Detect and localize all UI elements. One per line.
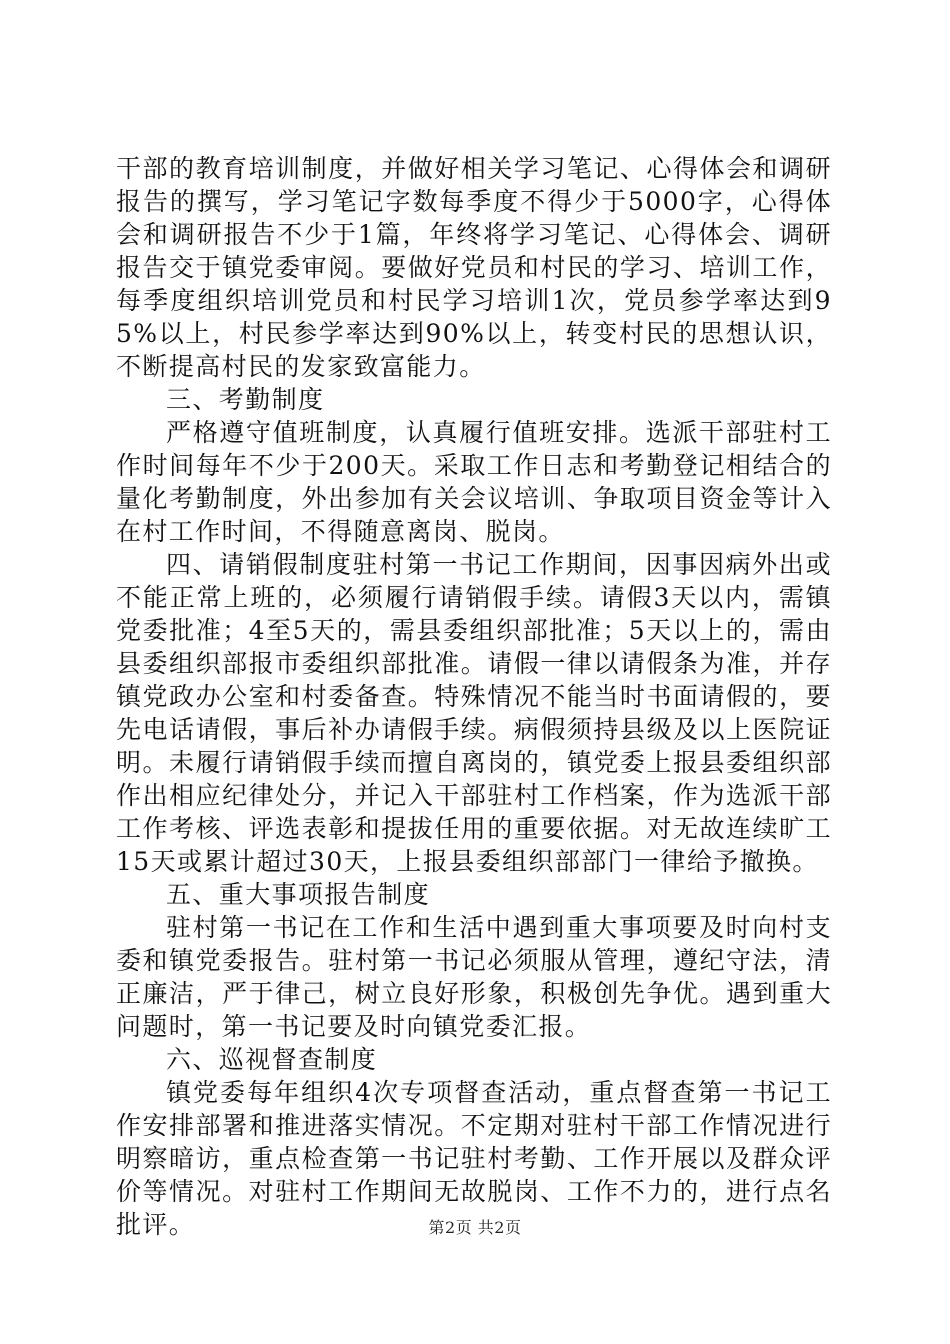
paragraph-inspection: 镇党委每年组织4次专项督查活动，重点督查第一书记工作安排部署和推进落实情况。不定期对驻村干部工作情况进行明察暗访，重点检查第一书记驻村考勤、工作开展以及群众评价等情况。对驻村工作期间无故脱岗、工作不力的，进行点名批评。 [116,1078,832,1239]
paragraph-training: 干部的教育培训制度，并做好相关学习笔记、心得体会和调研报告的撰写，学习笔记字数每季度不得少于5000字，心得体会和调研报告不少于1篇，年终将学习笔记、心得体会、调研报告交于镇党委审阅。要做好党员和村民的学习、培训工作，每季度组织培训党员和村民学习培训1次，党员参学率达到95%以上，村民参学率达到90%以上，转变村民的思想认识，不断提高村民的发家致富能力。 [116,154,832,381]
section-heading-major-matters: 五、重大事项报告制度 [166,880,431,909]
paragraph-major-matters: 驻村第一书记在工作和生活中遇到重大事项要及时向村支委和镇党委报告。驻村第一书记必须服从管理，遵纪守法，清正廉洁，严于律己，树立良好形象，积极创先争优。遇到重大问题时，第一书记要及时向镇党委汇报。 [116,913,832,1041]
section-heading-inspection: 六、巡视督查制度 [166,1045,378,1074]
page-footer: 第2页 共2页 [428,1218,522,1237]
document-body [116,152,832,1241]
section-heading-attendance: 三、考勤制度 [166,385,325,414]
paragraph-leave: 四、请销假制度驻村第一书记工作期间，因事因病外出或不能正常上班的，必须履行请销假手续。请假3天以内，需镇党委批准；4至5天的，需县委组织部批准；5天以上的，需由县委组织部报市委组织部批准。请假一律以请假条为准，并存镇党政办公室和村委备查。特殊情况不能当时书面请假的，要先电话请假，事后补办请假手续。病假须持县级及以上医院证明。未履行请销假手续而擅自离岗的，镇党委上报县委组织部作出相应纪律处分，并记入干部驻村工作档案，作为选派干部工作考核、评选表彰和提拔任用的重要依据。对无故连续旷工15天或累计超过30天，上报县委组织部部门一律给予撤换。 [116,550,832,876]
paragraph-attendance: 严格遵守值班制度，认真履行值班安排。选派干部驻村工作时间每年不少于200天。采取工作日志和考勤登记相结合的量化考勤制度，外出参加有关会议培训、争取项目资金等计入在村工作时间，不得随意离岗、脱岗。 [116,418,832,546]
